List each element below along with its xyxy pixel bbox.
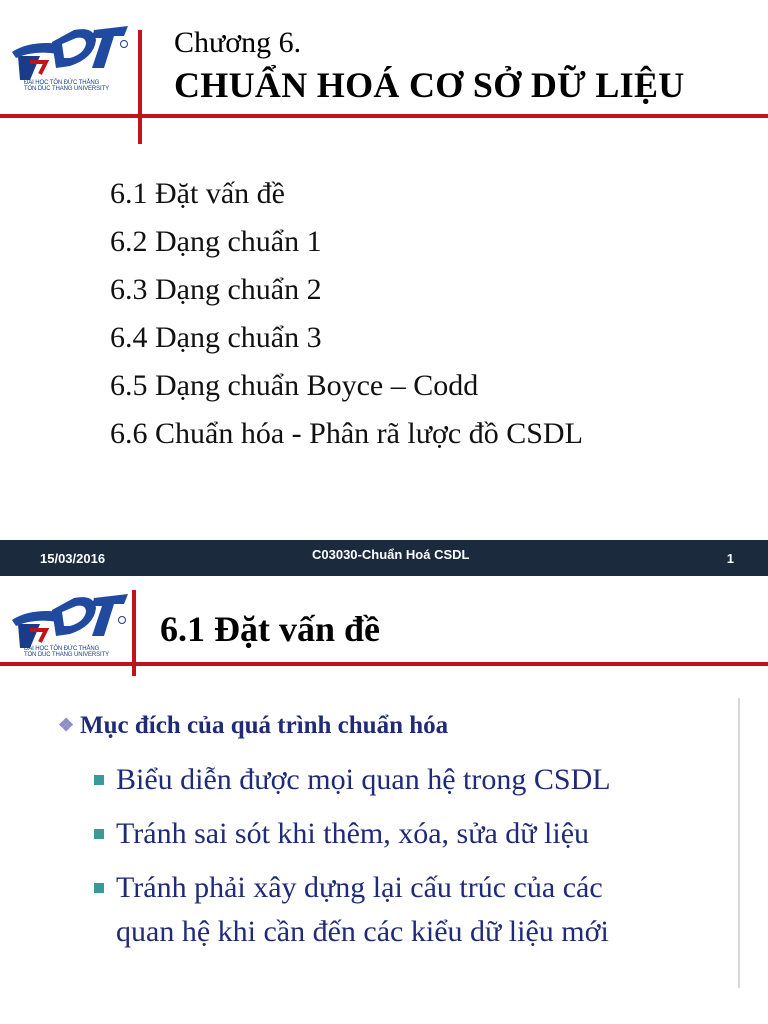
chapter-title: CHUẨN HOÁ CƠ SỞ DỮ LIỆU [174,65,685,105]
content-edge-rule [738,698,740,988]
list-item [92,758,611,802]
logo-text-en: TON DUC THANG UNIVERSITY [24,86,110,92]
footer-date: 15/03/2016 [40,551,106,566]
slide-footer [0,540,768,576]
slide-2 [0,576,768,1024]
square-bullet-icon [94,775,104,785]
title-divider-horizontal [0,114,768,118]
tdt-logo-icon [10,22,132,84]
list-item [92,866,611,954]
section-title: 6.1 Đặt vấn đề [160,609,381,649]
logo-text-en: TON DUC THANG UNIVERSITY [24,652,110,658]
logo-text-vn: ĐẠI HỌC TÔN ĐỨC THẮNG [24,80,100,86]
list-item-text: Biểu diễn được mọi quan hệ trong CSDL [116,763,611,796]
toc-item: 6.5 Dạng chuẩn Boyce – Codd [110,369,479,402]
university-logo [10,590,132,660]
footer-page-number: 1 [726,551,734,566]
footer-course: C03030-Chuẩn Hoá CSDL [312,547,470,562]
purpose-list [92,758,611,964]
diamond-bullet-icon: ❖ [58,715,75,735]
square-bullet-icon [94,883,104,893]
title-divider-horizontal [0,662,768,666]
toc-item: 6.1 Đặt vấn đề [110,177,285,210]
toc-item: 6.3 Dạng chuẩn 2 [110,273,322,306]
toc-item: 6.4 Dạng chuẩn 3 [110,321,322,354]
tdt-logo-icon [10,590,132,652]
list-item-text: Tránh phải xây dựng lại cấu trúc của các [116,871,603,904]
logo-text-vn: ĐẠI HỌC TÔN ĐỨC THẮNG [24,646,100,652]
title-divider-vertical [138,30,142,144]
list-item [92,812,611,856]
purpose-heading-text: Mục đích của quá trình chuẩn hóa [80,712,449,739]
list-item-text-continued: quan hệ khi cần đến các kiểu dữ liệu mới [116,915,609,948]
table-of-contents [110,170,583,458]
chapter-label: Chương 6. [174,26,302,59]
square-bullet-icon [94,829,104,839]
university-logo [10,22,132,92]
purpose-heading [58,712,448,740]
toc-item: 6.2 Dạng chuẩn 1 [110,225,322,258]
toc-item: 6.6 Chuẩn hóa - Phân rã lược đồ CSDL [110,417,583,450]
list-item-text: Tránh sai sót khi thêm, xóa, sửa dữ liệu [116,817,590,850]
